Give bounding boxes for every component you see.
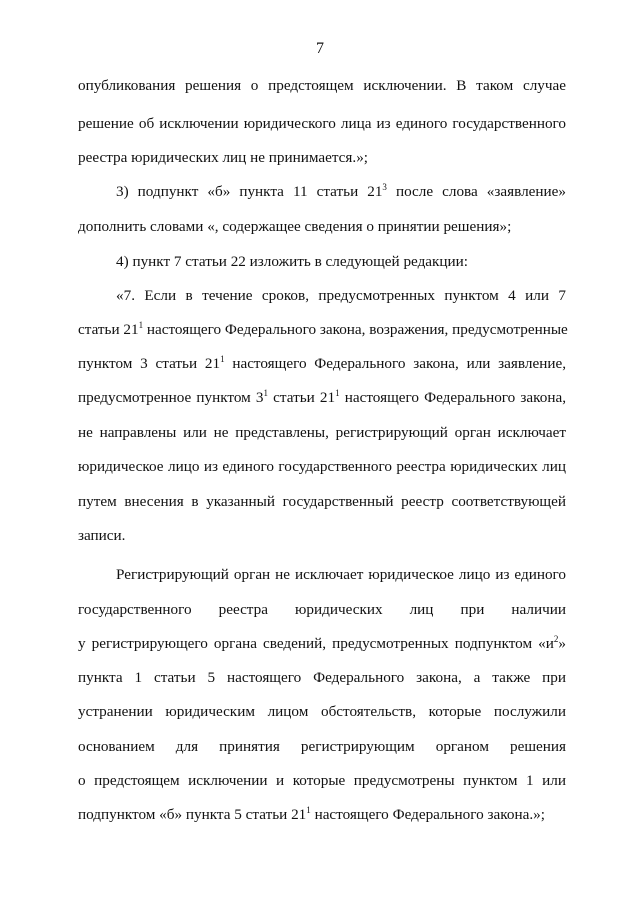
text-line: опубликования решения о предстоящем исключении. В таком случае bbox=[78, 77, 566, 94]
superscript-index: 1 bbox=[138, 320, 144, 330]
text-line: юридическое лицо из единого государственного реестра юридических лиц bbox=[78, 458, 566, 475]
text-line: записи. bbox=[78, 527, 126, 544]
page-number: 7 bbox=[316, 40, 324, 57]
text-line: дополнить словами «, содержащее сведения о принятии решения»; bbox=[78, 218, 512, 235]
text-line: не направлены или не представлены, регистрирующий орган исключает bbox=[78, 424, 566, 441]
text-line: Регистрирующий орган не исключает юридическое лицо из единого bbox=[116, 566, 566, 583]
text-line: устранении юридическим лицом обстоятельств, которые послужили bbox=[78, 703, 566, 720]
text-line: государственного реестра юридических лиц при наличии bbox=[78, 601, 566, 618]
text-line: пунктом 3 статьи $21^1$ настоящего Федерального закона, или заявление, bbox=[78, 354, 566, 372]
text-line: решение об исключении юридического лица из единого государственного bbox=[78, 115, 566, 132]
superscript-index: 3 bbox=[382, 182, 387, 192]
text-line: путем внесения в указанный государственный реестр соответствующей bbox=[78, 493, 566, 510]
text-line: 3) подпункт «б» пункта 11 статьи $21^3$ после слова «заявление» bbox=[116, 182, 566, 200]
superscript-index: 1 bbox=[220, 354, 225, 364]
superscript-index: 1 bbox=[306, 805, 311, 815]
text-line: о предстоящем исключении и которые предусмотрены пунктом 1 или bbox=[78, 772, 566, 789]
text-line: пункта 1 статьи 5 настоящего Федерального закона, а также при bbox=[78, 669, 566, 686]
text-line: 4) пункт 7 статьи 22 изложить в следующей редакции: bbox=[116, 253, 469, 270]
superscript-index: 2 bbox=[553, 634, 559, 644]
text-line: подпунктом «б» пункта 5 статьи $21^1$ настоящего Федерального закона.»; bbox=[78, 805, 545, 823]
text-line: основанием для принятия регистрирующим органом решения bbox=[78, 738, 566, 755]
text-line: статьи $21^1$ настоящего Федерального закона, возражения, предусмотренные bbox=[78, 320, 568, 338]
superscript-index: 1 bbox=[263, 388, 269, 398]
text-line: «7. Если в течение сроков, предусмотренных пунктом 4 или 7 bbox=[116, 287, 566, 304]
superscript-index: 1 bbox=[335, 388, 340, 398]
text-line: у регистрирующего органа сведений, предусмотренных подпунктом «$и^2$» bbox=[78, 634, 566, 652]
text-line: предусмотренное пунктом $3^1$ статьи $21^1$ настоящего Федерального закона, bbox=[78, 388, 566, 406]
text-line: реестра юридических лиц не принимается.»; bbox=[78, 149, 369, 166]
